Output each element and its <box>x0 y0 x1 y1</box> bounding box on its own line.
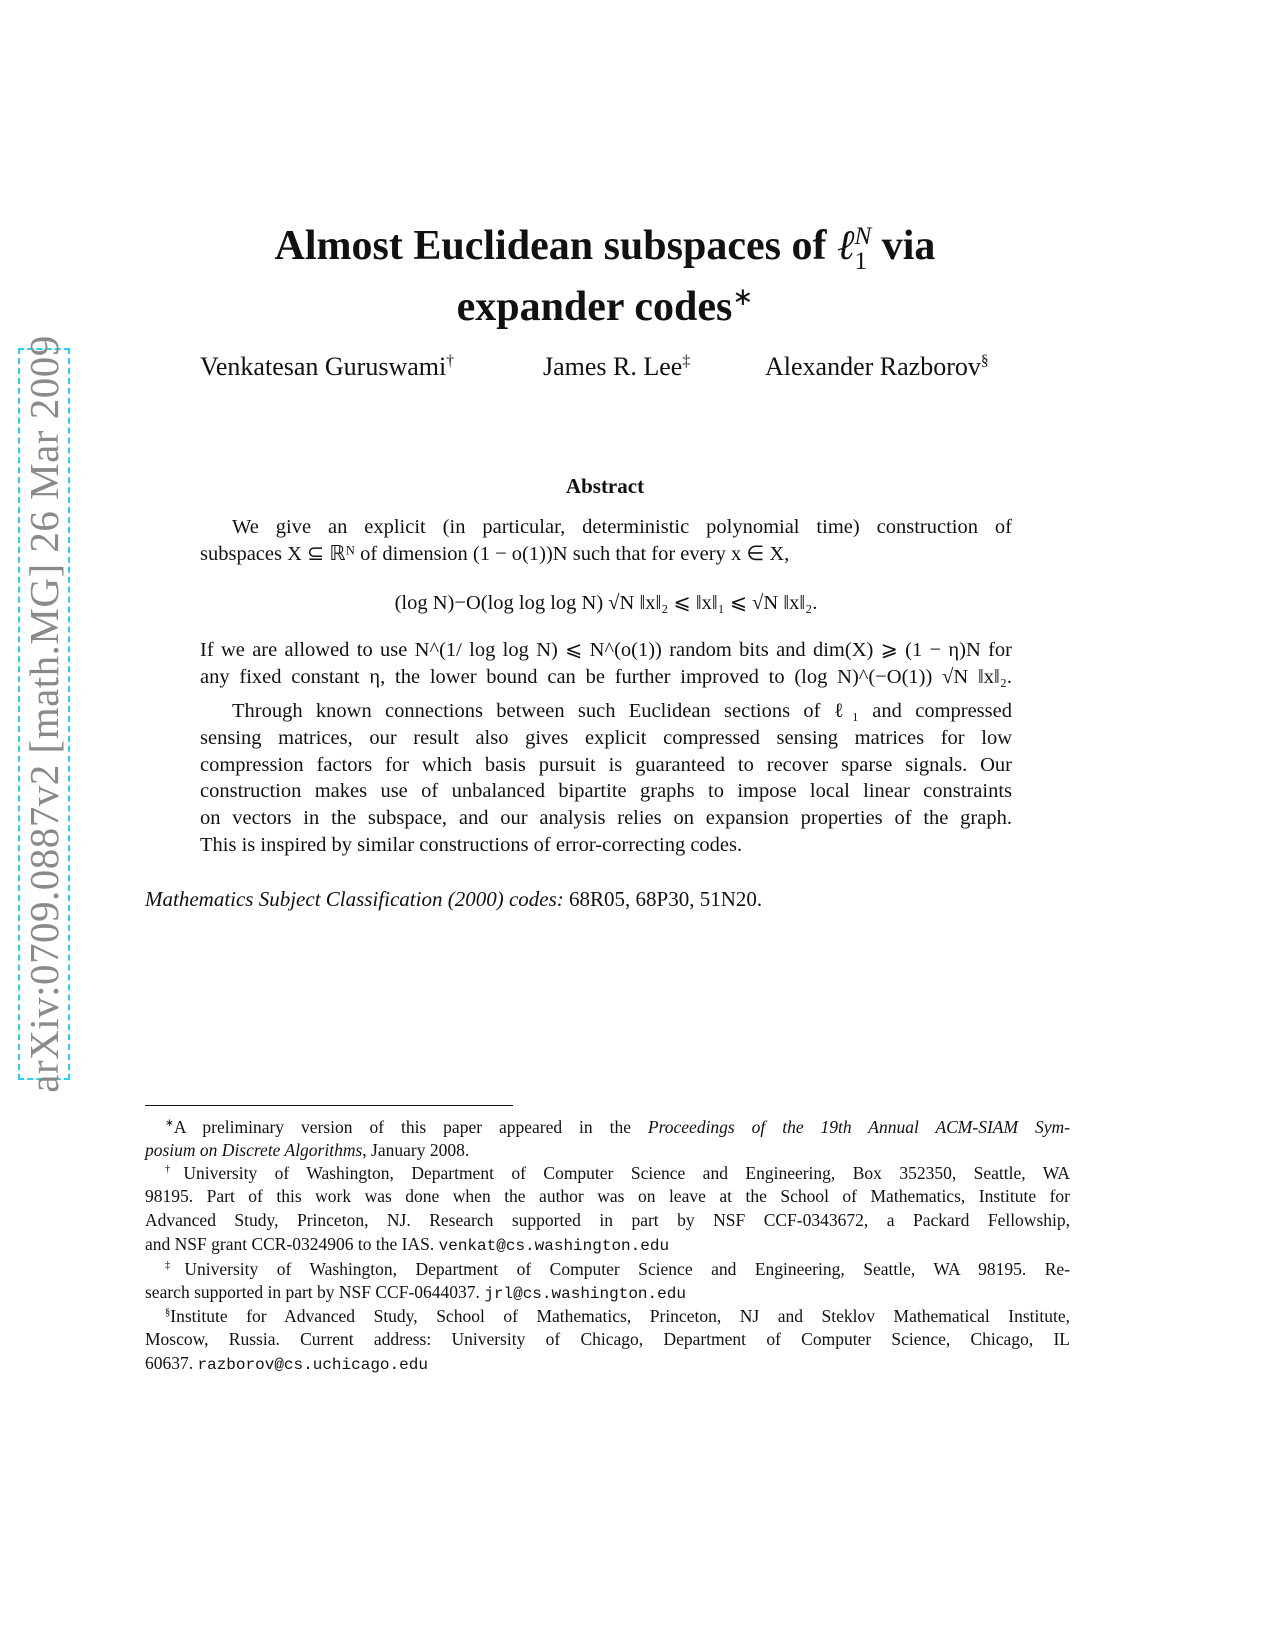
author-razborov <box>765 352 989 382</box>
footnote-line: 98195. Part of this work was done when the author was on leave at the School of Mathematics, Institute for <box>145 1186 1070 1207</box>
footnote-mark: † <box>165 1164 184 1175</box>
abstract-line: sensing matrices, our result also gives explicit compressed sensing matrices for low <box>200 726 1012 749</box>
email-address[interactable]: venkat@cs.washington.edu <box>438 1236 670 1255</box>
footnote-rule <box>145 1105 513 1106</box>
abstract-line: compression factors for which basis pursuit is guaranteed to recover sparse signals. Our <box>200 753 1012 776</box>
footnote-text: search supported in part by NSF CCF-0644037. <box>145 1282 485 1303</box>
display-equation: (log N)−O(log log log N) √N ‖x‖₂ ⩽ ‖x‖₁ ⩽ √N ‖x‖₂. <box>394 592 818 614</box>
author-name: Venkatesan Guruswami <box>200 352 447 381</box>
abstract-line: any fixed constant η, the lower bound can be further improved to (log N)^(−O(1)) √N ‖x‖₂. <box>200 665 1012 688</box>
author-name: Alexander Razborov <box>765 352 981 381</box>
footnote-4 <box>145 1301 1070 1378</box>
footnote-2 <box>145 1158 1070 1258</box>
title-text: Almost Euclidean subspaces of <box>274 223 837 269</box>
footnote-line <box>145 1158 1070 1185</box>
author-name: James R. Lee <box>543 352 683 381</box>
footnote-text: Institute for Advanced Study, School of Mathematics, Princeton, NJ and Steklov Mathematical Institute, <box>170 1305 1070 1326</box>
msc-label: Mathematics Subject Classification (2000) codes: <box>145 887 564 911</box>
ell-glyph: ℓ <box>836 223 855 269</box>
author-mark: † <box>446 352 455 370</box>
arxiv-side-stamp <box>18 335 70 1093</box>
footnote-text: and NSF grant CCR-0324906 to the IAS. <box>145 1233 439 1254</box>
abstract-paragraph-3 <box>200 698 1012 859</box>
abstract-line: This is inspired by similar constructions of error-correcting codes. <box>200 833 743 856</box>
footnote-mark: § <box>165 1307 171 1318</box>
abstract-line: Through known connections between such Euclidean sections of ℓ₁ and compressed <box>232 700 1012 722</box>
author-mark: ‡ <box>682 352 691 370</box>
footnote-text: University of Washington, Department of Computer Science and Engineering, Box 352350, Seattle, WA <box>183 1162 1071 1183</box>
footnote-line: Moscow, Russia. Current address: University of Chicago, Department of Computer Science, Chicago, IL <box>145 1329 1070 1350</box>
footnote-line <box>145 1352 1070 1378</box>
footnote-text: University of Washington, Department of Computer Science and Engineering, Seattle, WA 98195. Re- <box>184 1258 1071 1279</box>
footnote-italic: posium on Discrete Algorithms <box>145 1140 363 1161</box>
title-ell-symbol <box>836 223 872 276</box>
msc-codes: 68R05, 68P30, 51N20. <box>569 887 763 911</box>
footnote-mark: ‡ <box>165 1260 185 1271</box>
email-address[interactable]: jrl@cs.washington.edu <box>484 1285 686 1304</box>
abstract-line: subspaces X ⊆ ℝᴺ of dimension (1 − o(1))N such that for every x ∈ X, <box>200 542 790 565</box>
arxiv-identifier: arXiv:0709.0887v2 [math.MG] 26 Mar 2009 <box>21 335 67 1093</box>
paper-title-line1 <box>200 220 1010 275</box>
title-footnote-mark: ∗ <box>732 284 754 311</box>
abstract-paragraph-1 <box>200 514 1012 568</box>
abstract-line: If we are allowed to use N^(1/ log log N) ⩽ N^(o(1)) random bits and dim(X) ⩾ (1 − η)N for <box>200 639 1012 661</box>
footnote-line: Advanced Study, Princeton, NJ. Research supported in part by NSF CCF-0343672, a Packard Fellowship, <box>145 1210 1070 1231</box>
footnote-1 <box>145 1112 1070 1163</box>
footnote-text: 60637. <box>145 1353 198 1374</box>
author-guruswami <box>200 352 454 382</box>
footnote-3 <box>145 1254 1070 1307</box>
footnote-line <box>145 1254 1070 1281</box>
abstract-heading: Abstract <box>565 474 645 498</box>
footnote-text: , January 2008. <box>362 1140 470 1161</box>
abstract-line: We give an explicit (in particular, deterministic polynomial time) construction of <box>232 516 1012 538</box>
title-text-2: expander codes <box>456 284 733 330</box>
title-text-end: via <box>871 223 936 269</box>
author-mark: § <box>980 352 989 370</box>
abstract-paragraph-2 <box>200 637 1012 691</box>
ell-superscript: N <box>854 223 872 251</box>
footnote-italic: Proceedings of the 19th Annual ACM-SIAM Sym- <box>647 1116 1070 1137</box>
footnote-text: A preliminary version of this paper appeared in the <box>173 1116 648 1137</box>
abstract-line: construction makes use of unbalanced bipartite graphs to impose local linear constraints <box>200 780 1012 803</box>
paper-title-line2 <box>200 272 1010 333</box>
abstract-line: on vectors in the subspace, and our analysis relies on expansion properties of the graph. <box>200 807 1012 830</box>
author-lee <box>543 352 690 382</box>
email-address[interactable]: razborov@cs.uchicago.edu <box>197 1356 428 1375</box>
subject-classification <box>145 887 762 912</box>
footnote-line <box>145 1301 1070 1328</box>
ell-subscript: 1 <box>854 248 868 276</box>
footnote-mark: ∗ <box>165 1118 174 1129</box>
footnote-line <box>145 1112 1070 1139</box>
